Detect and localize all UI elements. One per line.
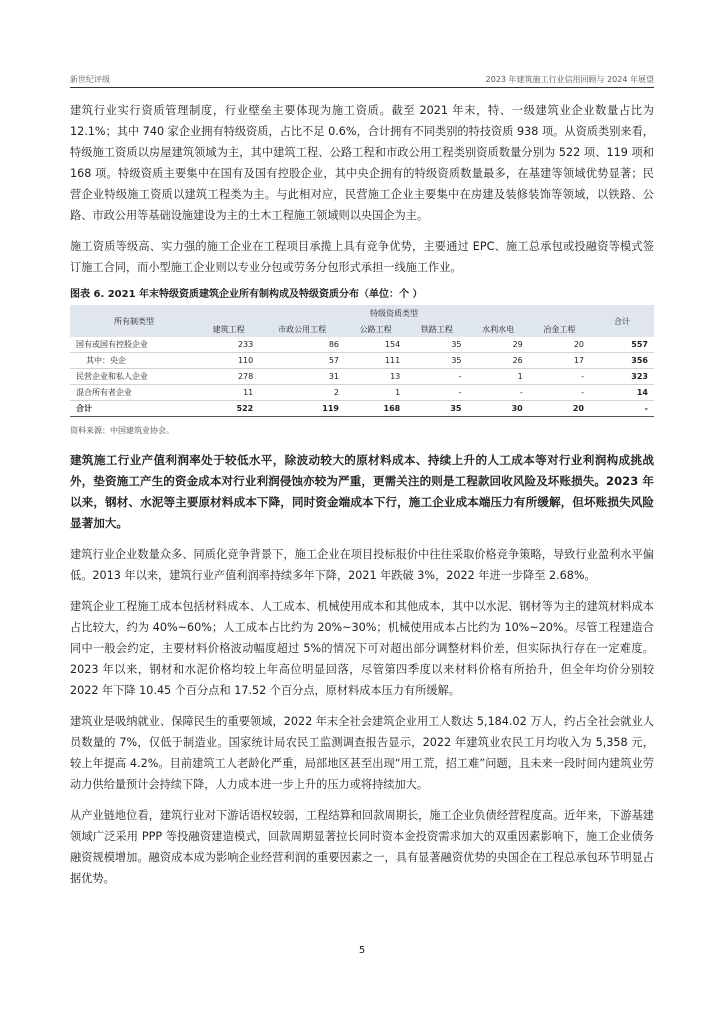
cell: 13 xyxy=(345,369,406,385)
figure-title: 图表 6. 2021 年末特级资质建筑企业所有制构成及特级资质分布（单位：个 ） xyxy=(70,289,423,300)
cell: 29 xyxy=(468,337,529,353)
th-col: 水利水电 xyxy=(468,321,529,337)
cell: 31 xyxy=(259,369,345,385)
th-ownership: 所有制类型 xyxy=(70,305,198,337)
table-row xyxy=(70,353,654,369)
header-divider xyxy=(70,87,654,88)
row-total: 557 xyxy=(590,337,654,353)
figure-source: 资料来源：中国建筑业协会。 xyxy=(70,426,174,435)
th-qualification-group: 特级资质类型 xyxy=(198,305,590,321)
th-total: 合计 xyxy=(590,305,654,337)
cell: 20 xyxy=(529,401,590,417)
cell: 168 xyxy=(345,401,406,417)
cell: 35 xyxy=(406,353,467,369)
cell: 2 xyxy=(259,385,345,401)
page-number: 5 xyxy=(358,945,366,956)
document-body xyxy=(70,100,654,899)
qualification-table xyxy=(70,305,654,417)
cell: - xyxy=(529,369,590,385)
table-row xyxy=(70,369,654,385)
paragraph-material-cost: 建筑企业工程施工成本包括材料成本、人工成本、机械使用成本和其他成本，其中以水泥、钢材等为主的建筑材料成本占比较大，约为 40%~60%；人工成本占比约为 20%~30%；机械使用成本占比约为 10%~20%。尽管工程建造合同中一般会约定，主要材料价格波动幅度超过 5%的情况下可对超出部分调整材料价差，但实际执行存在一定难度。2023 年以来，钢材和水泥价格均较上年高位明显回落，尽管第四季度以来材料价格有所抬升，但全年均价分别较 2022 年下降 10.45 个百分点和 17.52 个百分点，原材料成本压力有所缓解。 xyxy=(70,600,654,697)
cell: 26 xyxy=(468,353,529,369)
th-col: 冶金工程 xyxy=(529,321,590,337)
cell: 233 xyxy=(198,337,259,353)
cell: 119 xyxy=(259,401,345,417)
cell: 522 xyxy=(198,401,259,417)
paragraph-industry-chain: 从产业链地位看，建筑行业对下游话语权较弱，工程结算和回款周期长，施工企业负债经营程度高。近年来，下游基建领域广泛采用 PPP 等投融资建造模式，回款周期显著拉长同时资本金投资需求加大的双重因素影响下，施工企业债务融资规模增加。融资成本成为影响企业经营利润的重要因素之一，具有显著融资优势的央国企在工程总承包环节明显占据优势。 xyxy=(70,809,654,885)
th-col: 铁路工程 xyxy=(406,321,467,337)
row-total: - xyxy=(590,401,654,417)
row-label: 国有或国有控股企业 xyxy=(70,337,198,353)
table-row xyxy=(70,337,654,353)
cell: 11 xyxy=(198,385,259,401)
row-total: 356 xyxy=(590,353,654,369)
paragraph-labor-cost: 建筑业是吸纳就业、保障民生的重要领域，2022 年末全社会建筑企业用工人数达 5,184.02 万人，约占全社会就业人员数量的 7%，仅低于制造业。国家统计局农民工监测调查报告显示，2022 年建筑业农民工月均收入为 5,358 元，较上年提高 4.2%。目前建筑工人老龄化严重，局部地区甚至出现“用工荒，招工难”问题，且未来一段时间内建筑业劳动力供给量预计会持续下降，人力成本进一步上升的压力或将持续加大。 xyxy=(70,715,654,791)
row-total: 14 xyxy=(590,385,654,401)
table-row xyxy=(70,385,654,401)
cell: 35 xyxy=(406,337,467,353)
cell: 1 xyxy=(345,385,406,401)
cell: - xyxy=(406,369,467,385)
page-header xyxy=(70,70,654,86)
cell: 17 xyxy=(529,353,590,369)
th-col: 公路工程 xyxy=(345,321,406,337)
th-col: 市政公用工程 xyxy=(259,321,345,337)
paragraph-profit-summary: 建筑施工行业产值利润率处于较低水平，除波动较大的原材料成本、持续上升的人工成本等对行业利润构成挑战外，垫资施工产生的资金成本对行业利润侵蚀亦较为严重，更需关注的则是工程款回收风险及坏账损失。2023 年以来，钢材、水泥等主要原材料成本下降，同时资金端成本下行，施工企业成本端压力有所缓解，但坏账损失风险显著加大。 xyxy=(70,453,654,530)
table-total-row xyxy=(70,401,654,417)
cell: 110 xyxy=(198,353,259,369)
cell: - xyxy=(468,385,529,401)
row-label: 混合所有者企业 xyxy=(70,385,198,401)
paragraph-qualification: 建筑行业实行资质管理制度，行业壁垒主要体现为施工资质。截至 2021 年末，特、一级建筑业企业数量占比为 12.1%；其中 740 家企业拥有特级资质，占比不足 0.6%，合计拥有不同类别的特技资质 938 项。从资质类别来看，特级施工资质以房屋建筑领域为主，其中建筑工程、公路工程和市政公用工程类别资质数量分别为 522 项、119 项和 168 项。特级资质主要集中在国有及国有控股企业，其中央企拥有的特级资质数量最多，在基建等领域优势显著；民营企业特级施工资质以建筑工程类为主。与此相对应，民营施工企业主要集中在房建及装修装饰等领域，以铁路、公路、市政公用等基础设施建设为主的土木工程施工领域则以央国企为主。 xyxy=(70,104,654,222)
row-total: 323 xyxy=(590,369,654,385)
row-label: 其中：央企 xyxy=(70,353,198,369)
cell: 86 xyxy=(259,337,345,353)
header-publisher: 新世纪评级 xyxy=(70,75,110,84)
paragraph-competitive-advantage: 施工资质等级高、实力强的施工企业在工程项目承揽上具有竞争优势，主要通过 EPC、施工总承包或投融资等模式签订施工合同，而小型施工企业则以专业分包或劳务分包形式承担一线施工作业。 xyxy=(70,240,654,274)
cell: 111 xyxy=(345,353,406,369)
row-label: 合计 xyxy=(70,401,198,417)
cell: 278 xyxy=(198,369,259,385)
th-col: 建筑工程 xyxy=(198,321,259,337)
cell: 20 xyxy=(529,337,590,353)
cell: 154 xyxy=(345,337,406,353)
cell: 1 xyxy=(468,369,529,385)
row-label: 民营企业和私人企业 xyxy=(70,369,198,385)
header-report-title: 2023 年建筑施工行业信用回顾与 2024 年展望 xyxy=(485,75,654,84)
cell: 35 xyxy=(406,401,467,417)
cell: 30 xyxy=(468,401,529,417)
cell: - xyxy=(406,385,467,401)
cell: 57 xyxy=(259,353,345,369)
paragraph-profit-margin: 建筑行业企业数量众多、同质化竞争背景下，施工企业在项目投标报价中往往采取价格竞争策略，导致行业盈利水平偏低。2013 年以来，建筑行业产值利润率持续多年下降，2021 年跌破 3%，2022 年进一步降至 2.68%。 xyxy=(70,548,654,582)
cell: - xyxy=(529,385,590,401)
